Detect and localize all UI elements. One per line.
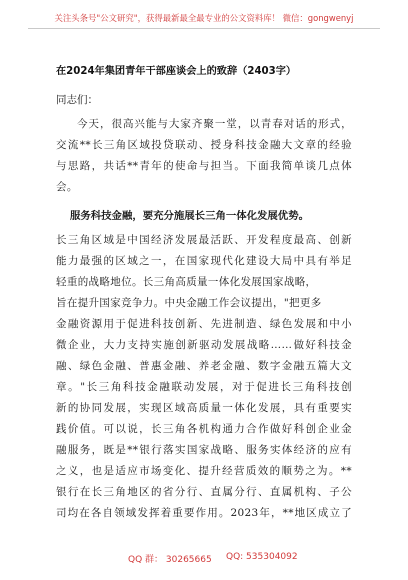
paragraph-line: 旨在提升国家竞争力。中央金融工作会议提出，"把更多 <box>56 297 322 309</box>
intro-paragraph <box>56 114 352 198</box>
paragraph-line: 银行在长三角地区的省分行、直属分行、直属机构、子公 <box>56 486 352 498</box>
paragraph-line: 今天，很高兴能与大家齐聚一堂，以青春对话的形式， <box>77 118 352 130</box>
paragraph-line: 轻重的战略地位。长三角高质量一体化发展国家战略， <box>56 276 317 288</box>
paragraph-line: 长三角区域是中国经济发展最活跃、开发程度最高、创新 <box>56 234 352 246</box>
paragraph-line: 会。 <box>56 181 78 193</box>
header-banner-text: 关注头条号"公文研究"，获得最新最全最专业的公文资料库！ 微信：gongwenyj <box>54 13 354 23</box>
salutation: 同志们： <box>56 94 98 106</box>
paragraph-line: 之义，也是适应市场变化、提升经营质效的顺势之为。** <box>56 465 352 477</box>
paragraph-line: 交流**长三角区域投贷联动、授身科技金融大文章的经验 <box>56 139 352 151</box>
paragraph-line: 融服务，既是**银行落实国家战略、服务实体经济的应有 <box>56 444 352 456</box>
header-banner <box>28 10 380 29</box>
document-title: 在2024年集团青年干部座谈会上的致辞（2403字） <box>56 66 297 77</box>
footer-qq-group: QQ 群： 30265665 <box>128 555 212 565</box>
paragraph-line: 践价值。可以说，长三角各机构通力合作做好科创企业金 <box>56 423 352 435</box>
footer-qq-contact: QQ: 535304092 <box>226 552 298 562</box>
paragraph-line: 与思路，共话**青年的使命与担当。下面我简单谈几点体 <box>56 160 352 172</box>
paragraph-line: 章。"长三角科技金融联动发展，对于促进长三角科技创 <box>56 381 352 393</box>
paragraph-line: 融、绿色金融、普惠金融、养老金融、数字金融五篇大文 <box>56 360 352 372</box>
paragraph-line: 金融资源用于促进科技创新、先进制造、绿色发展和中小 <box>56 318 352 330</box>
footer <box>0 549 408 569</box>
paragraph-line: 微企业，大力支持实施创新驱动发展战略……做好科技金 <box>56 339 352 351</box>
body-paragraph <box>56 230 352 524</box>
section-heading: 服务科技金融，要充分施展长三角一体化发展优势。 <box>70 210 309 222</box>
paragraph-line: 司均在各自领域发挥着重要作用。2023年，**地区成立了 <box>56 507 352 519</box>
paragraph-line: 能力最强的区域之一，在国家现代化建设大局中具有举足 <box>56 255 352 267</box>
paragraph-line: 新的协同发展，实现区域高质量一体化发展，具有重要实 <box>56 402 352 414</box>
